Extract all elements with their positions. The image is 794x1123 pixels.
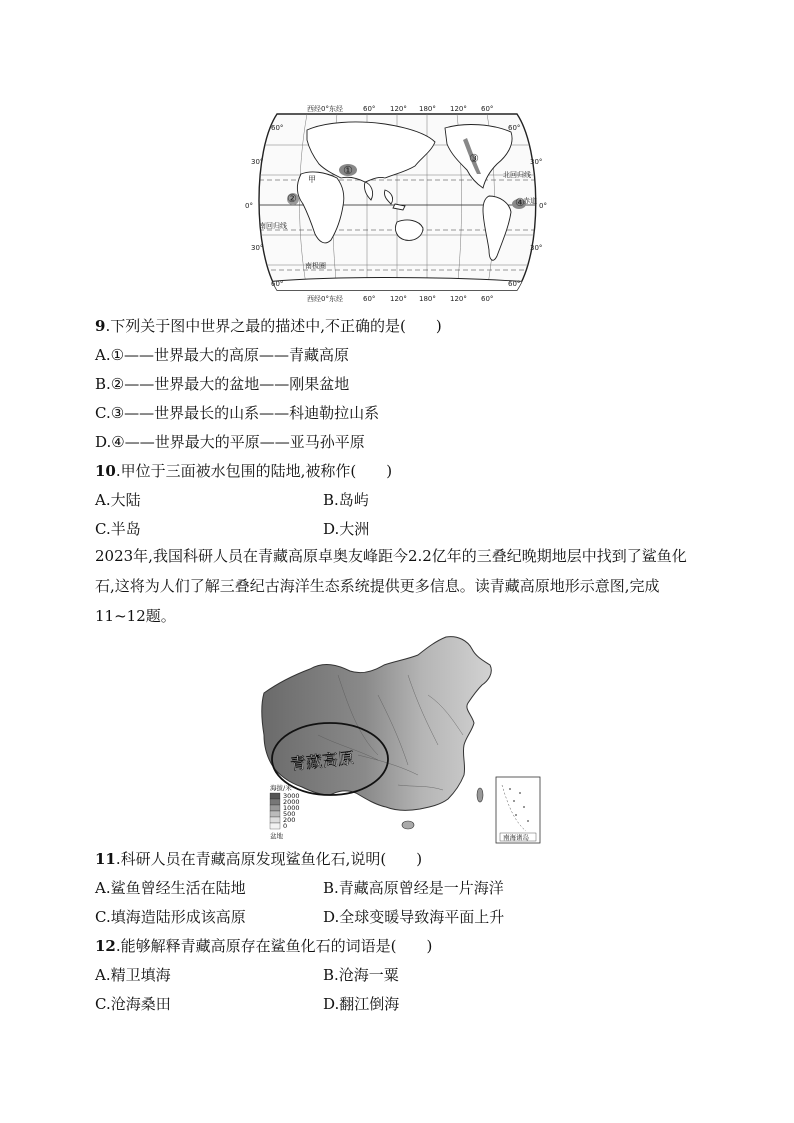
question-11-stem [95, 849, 422, 869]
lon-bottom-1: 60° [363, 295, 376, 303]
legend-value-1: 2000 [283, 798, 300, 806]
lon-top-0: 西经0°东经 [307, 105, 343, 113]
question-12-stem [95, 936, 432, 956]
lon-bottom-4: 120° [450, 295, 467, 303]
equator-label: 赤道 [523, 197, 537, 205]
south-china-sea-inset [496, 777, 540, 843]
lon-bottom-3: 180° [419, 295, 436, 303]
tropic-capricorn-label: 南回归线 [259, 222, 287, 230]
marker-2: ② [287, 192, 297, 205]
marker-3: ③ [469, 152, 479, 165]
legend-value-0: 3000 [283, 792, 300, 800]
question-9-number: 9 [95, 317, 106, 335]
china-outline [262, 637, 492, 811]
q12-option-a[interactable]: A.精卫填海 [95, 966, 171, 984]
lon-top-4: 120° [450, 105, 467, 113]
lon-bottom-0: 西经0°东经 [307, 295, 343, 303]
lon-top-2: 120° [390, 105, 407, 113]
lat-left-2: 0° [245, 202, 253, 210]
lat-left-0: 60° [271, 124, 284, 132]
taiwan-island [477, 788, 483, 802]
q10-option-d[interactable]: D.大洲 [323, 520, 370, 538]
q9-option-c[interactable]: C.③——世界最长的山系——科迪勒拉山系 [95, 404, 380, 422]
q12-option-c[interactable]: C.沧海桑田 [95, 995, 171, 1013]
question-10-text: .甲位于三面被水包围的陆地,被称作( ) [115, 462, 393, 480]
label-jia: 甲 [308, 175, 316, 184]
tropic-cancer-label: 北回归线 [503, 171, 531, 179]
hainan-island [402, 821, 414, 829]
question-10-stem [95, 461, 392, 481]
q11-option-b[interactable]: B.青藏高原曾经是一片海洋 [323, 879, 504, 897]
question-12-text: .能够解释青藏高原存在鲨鱼化石的词语是( ) [115, 937, 433, 955]
lat-right-3: 30° [530, 244, 543, 252]
lat-left-3: 30° [251, 244, 264, 252]
legend-value-2: 1000 [283, 804, 300, 812]
lat-right-4: 60° [508, 280, 521, 288]
lat-left-1: 30° [251, 158, 264, 166]
q12-option-b[interactable]: B.沧海一粟 [323, 966, 399, 984]
lat-right-1: 30° [530, 158, 543, 166]
question-11-number: 11 [95, 850, 116, 868]
q9-option-a[interactable]: A.①——世界最大的高原——青藏高原 [95, 346, 350, 364]
legend-value-5: 0 [283, 822, 288, 830]
lat-right-0: 60° [508, 124, 521, 132]
question-10-number: 10 [95, 462, 116, 480]
question-11-text: .科研人员在青藏高原发现鲨鱼化石,说明( ) [115, 850, 423, 868]
lon-top-3: 180° [419, 105, 436, 113]
china-terrain-map [258, 635, 548, 845]
antarctic-circle-label: 南极圈 [305, 262, 326, 270]
plateau-label: 青藏高原 [289, 748, 355, 774]
legend-last: 盆地 [270, 832, 283, 840]
marker-4: ④ [515, 196, 525, 209]
marker-1: ① [343, 164, 353, 177]
q11-option-d[interactable]: D.全球变暖导致海平面上升 [323, 908, 505, 926]
q11-option-a[interactable]: A.鲨鱼曾经生活在陆地 [95, 879, 246, 897]
lon-bottom-2: 120° [390, 295, 407, 303]
q12-option-d[interactable]: D.翻江倒海 [323, 995, 400, 1013]
question-9-text: .下列关于图中世界之最的描述中,不正确的是( ) [105, 317, 442, 335]
lat-right-2: 0° [539, 202, 547, 210]
world-map-figure [245, 100, 550, 305]
lon-top-1: 60° [363, 105, 376, 113]
inset-label: 南海诸岛 [503, 833, 529, 842]
lon-top-5: 60° [481, 105, 494, 113]
question-12-number: 12 [95, 937, 116, 955]
reading-passage: 2023年,我国科研人员在青藏高原卓奥友峰距今2.2亿年的三叠纪晚期地层中找到了鲨鱼化石,这将为人们了解三叠纪古海洋生态系统提供更多信息。读青藏高原地形示意图,完成11~12题。 [95, 547, 687, 625]
question-9-stem [95, 316, 442, 336]
q10-option-b[interactable]: B.岛屿 [323, 491, 369, 509]
legend-value-3: 500 [283, 810, 296, 818]
q9-option-b[interactable]: B.②——世界最大的盆地——刚果盆地 [95, 375, 350, 393]
legend-title: 海拔/米 [270, 784, 292, 792]
q11-option-c[interactable]: C.填海造陆形成该高原 [95, 908, 246, 926]
lat-left-4: 60° [271, 280, 284, 288]
q10-option-a[interactable]: A.大陆 [95, 491, 141, 509]
elevation-legend [270, 783, 300, 840]
lon-bottom-5: 60° [481, 295, 494, 303]
legend-value-4: 200 [283, 816, 296, 824]
q9-option-d[interactable]: D.④——世界最大的平原——亚马孙平原 [95, 433, 365, 451]
q10-option-c[interactable]: C.半岛 [95, 520, 141, 538]
